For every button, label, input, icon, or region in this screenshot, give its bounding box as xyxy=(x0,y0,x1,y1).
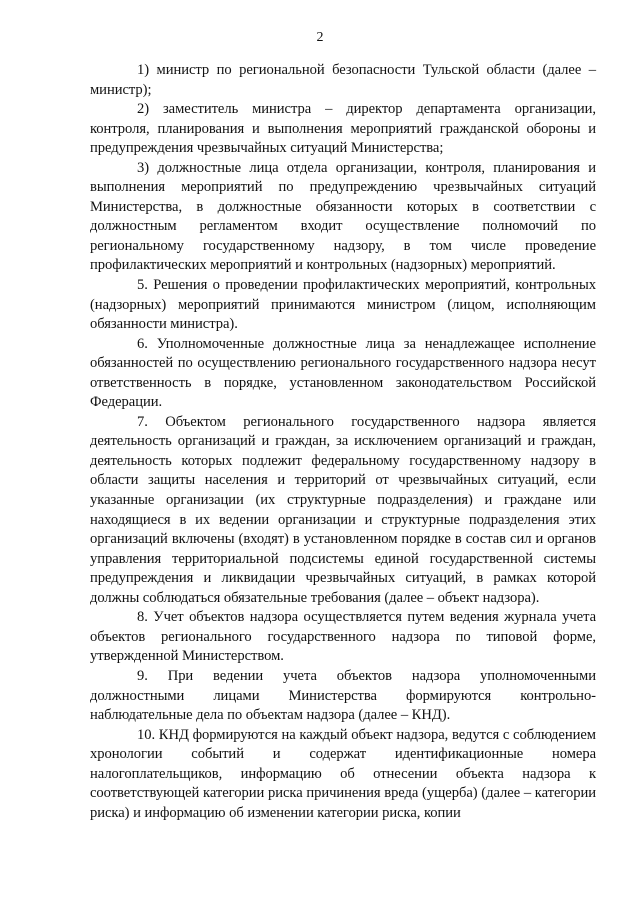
paragraph-6-responsibility: 6. Уполномоченные должностные лица за ненадлежащее исполнение обязанностей по осуществлению регионального государственного надзора несут ответственность в порядке, установленном законодательством Российской Федерации. xyxy=(90,335,596,411)
paragraph-7-supervision-object: 7. Объектом регионального государственного надзора является деятельность организаций и граждан, за исключением организаций и граждан, деятельность которых подлежит федеральному государственному надзору в области защиты населения и территорий от чрезвычайных ситуаций, если указанные организации (их структурные подразделения) и граждане или находящиеся в их ведении организации и структурные подразделения этих организаций включены (входят) в установленном порядке в состав сил и органов управления территориальной подсистемы единой государственной системы предупреждения и ликвидации чрезвычайных ситуаций, в рамках которой должны соблюдаться обязательные требования (далее – объект надзора). xyxy=(90,413,596,606)
paragraph-10-knd-contents: 10. КНД формируются на каждый объект надзора, ведутся с соблюдением хронологии событий и содержат идентификационные номера налогоплательщиков, информацию об отнесении объекта надзора к соответствующей категории риска причинения вреда (ущерба) (далее – категории риска) и информацию об изменении категории риска, копии xyxy=(90,726,596,821)
paragraph-item-3-officials: 3) должностные лица отдела организации, контроля, планирования и выполнения мероприятий по предупреждению чрезвычайных ситуаций Министерства, в должностные обязанности которых в соответствии с должностным регламентом входит осуществление полномочий по региональному государственному надзору, в том числе проведение профилактических мероприятий и контрольных (надзорных) мероприятий. xyxy=(90,159,596,274)
paragraph-item-1-minister: 1) министр по региональной безопасности Тульской области (далее – министр); xyxy=(90,62,596,98)
paragraph-9-knd-formation: 9. При ведении учета объектов надзора уполномоченными должностными лицами Министерства формируются контрольно-наблюдательные дела по объектам надзора (далее – КНД). xyxy=(90,667,596,724)
page-number: 2 xyxy=(316,30,324,45)
paragraph-8-accounting: 8. Учет объектов надзора осуществляется путем ведения журнала учета объектов регионального государственного надзора по типовой форме, утвержденной Министерством. xyxy=(90,609,596,665)
document-body xyxy=(90,61,596,823)
paragraph-5-decisions: 5. Решения о проведении профилактических мероприятий, контрольных (надзорных) мероприятий принимаются министром (лицом, исполняющим обязанности министра). xyxy=(90,277,596,333)
paragraph-item-2-deputy-minister: 2) заместитель министра – директор департамента организации, контроля, планирования и выполнения мероприятий гражданской обороны и предупреждения чрезвычайных ситуаций Министерства; xyxy=(90,101,596,157)
